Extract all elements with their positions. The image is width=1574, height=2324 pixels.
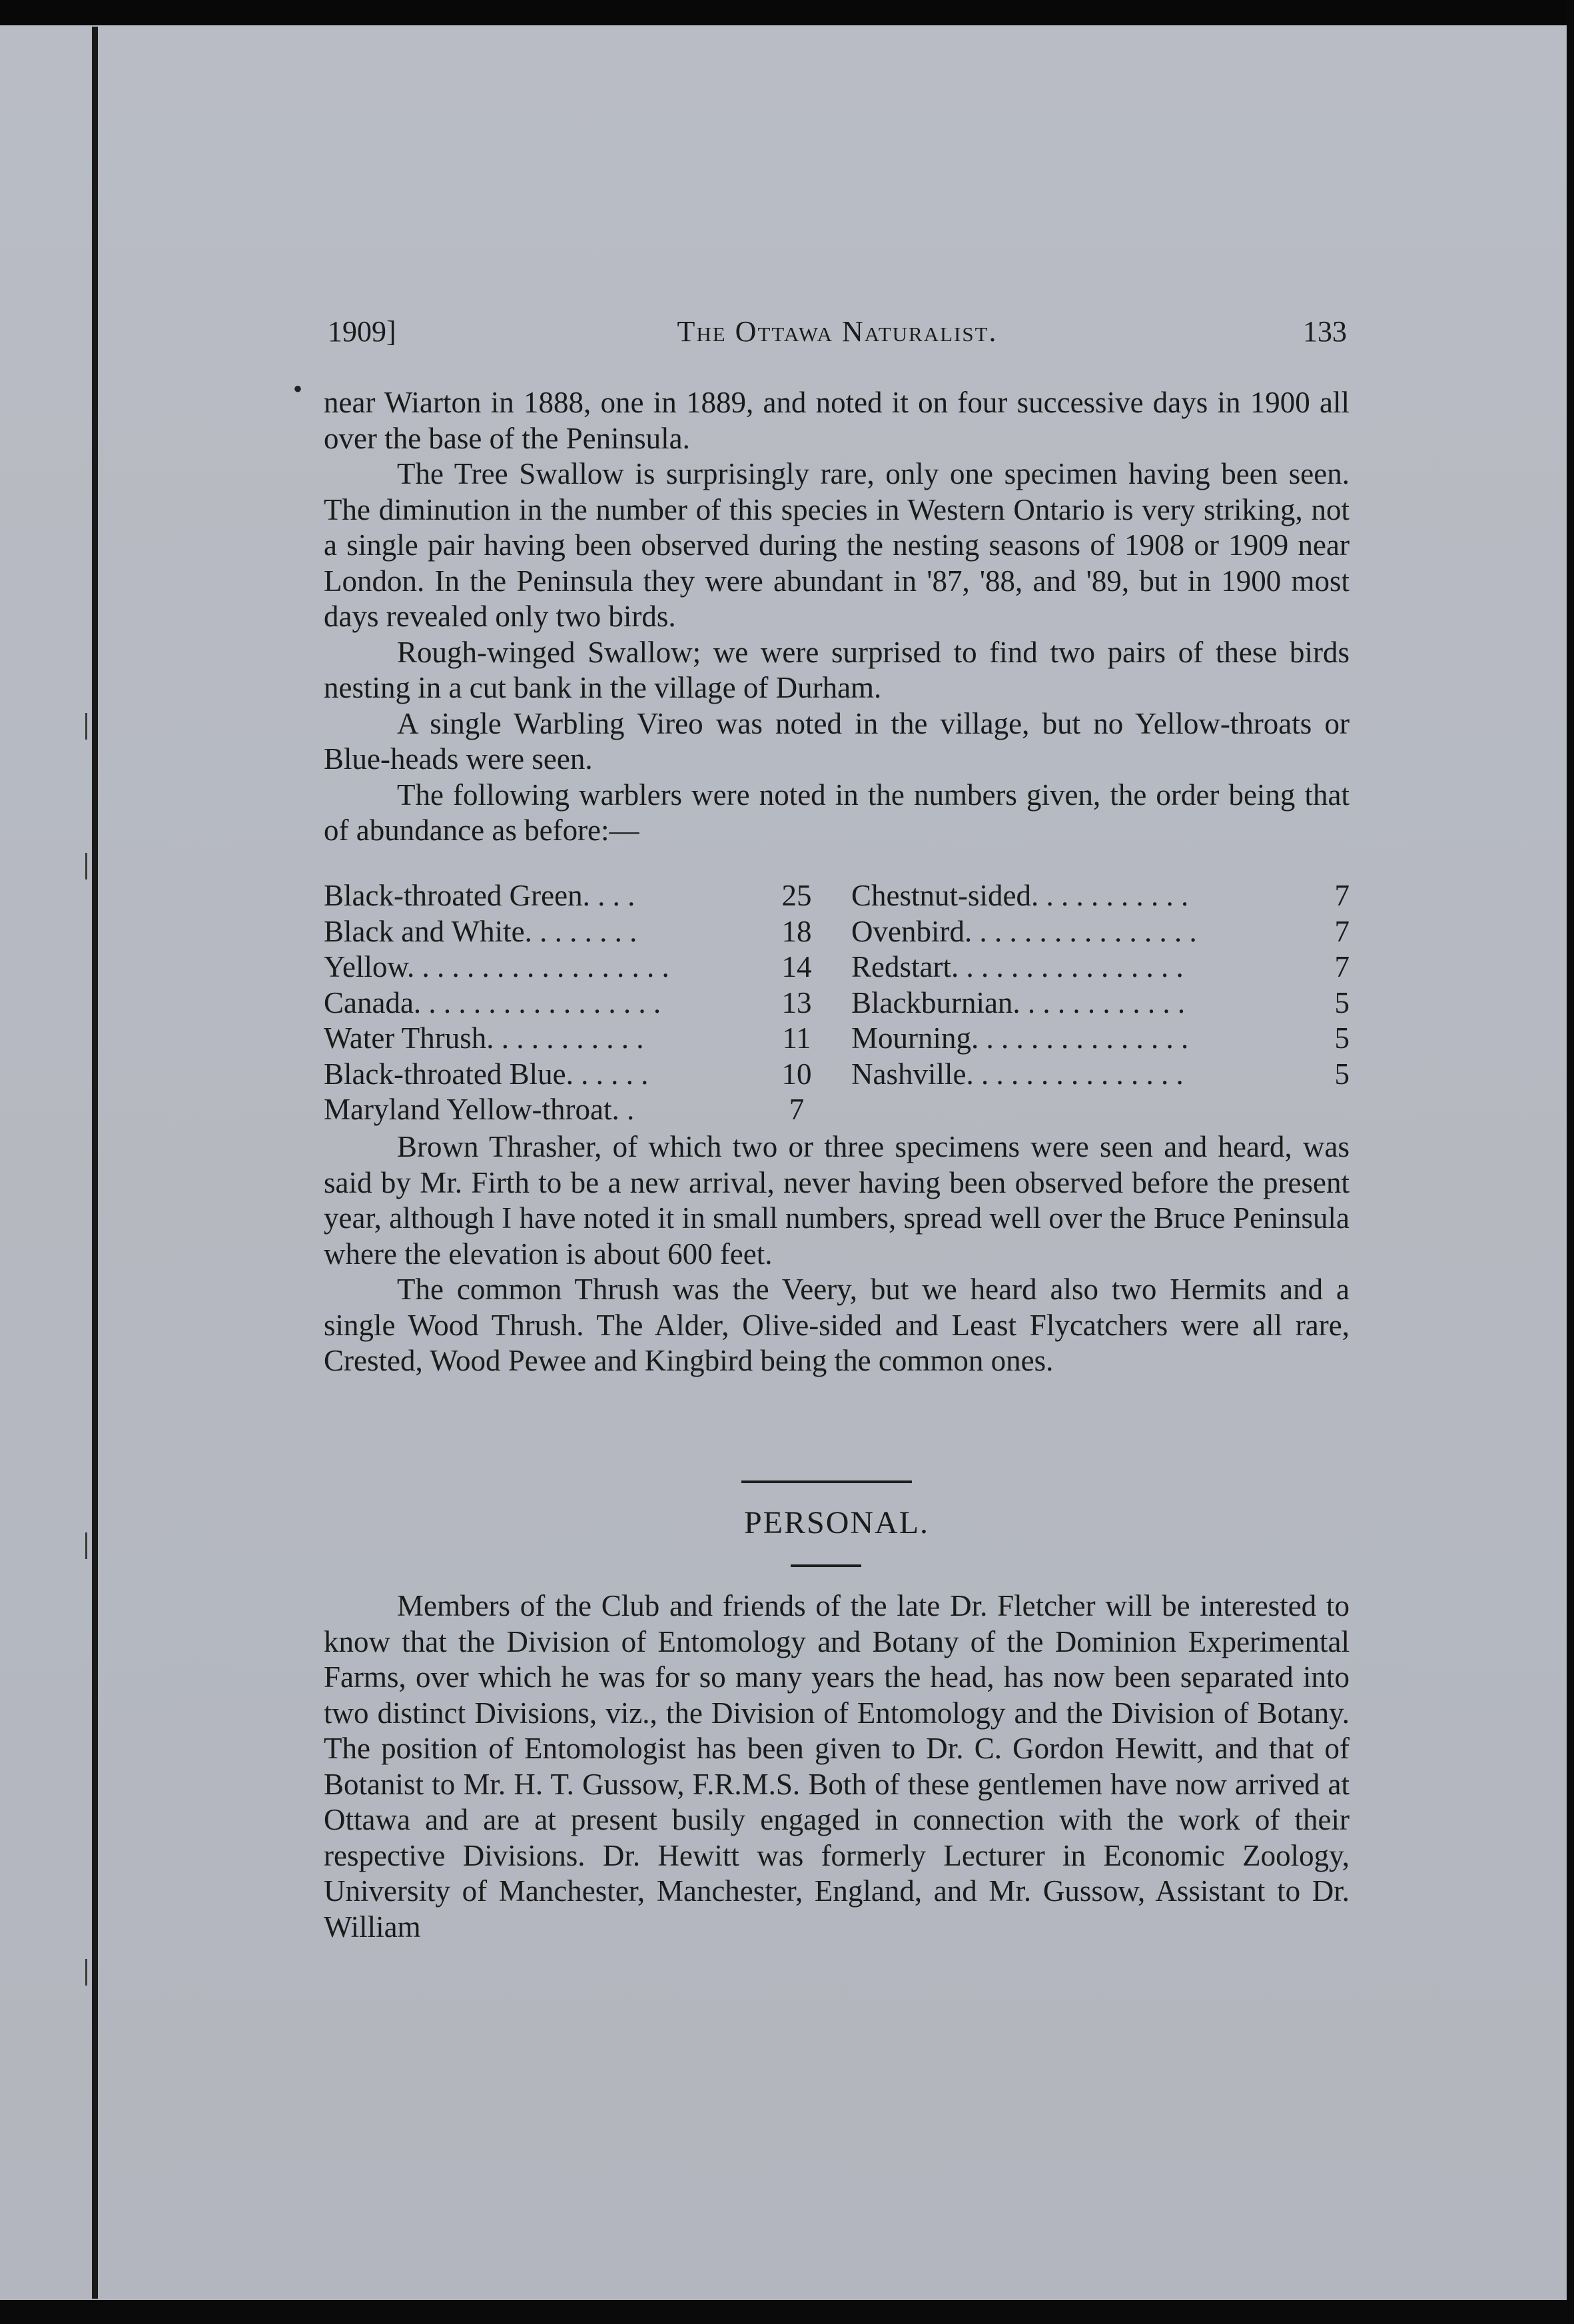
scan-right-border (1567, 0, 1574, 2324)
warbler-count: 7 (789, 1093, 805, 1126)
list-item (851, 985, 1350, 1021)
warbler-name: Ovenbird. . . . . . . . . . . . . . . . (851, 914, 1197, 948)
paragraph: The common Thrush was the Veery, but we heard also two Hermits and a single Wood Thrush. The Alder, Olive-sided and Least Flycatchers were all rare, Crested, Wood Pewee and Kingbird being the common ones. (324, 1273, 1350, 1377)
warbler-name: Redstart. . . . . . . . . . . . . . . . (851, 950, 1184, 983)
running-header (328, 314, 1347, 357)
journal-title: The Ottawa Naturalist. (677, 315, 998, 348)
section-heading: PERSONAL. (743, 1505, 930, 1540)
paragraph: Rough-winged Swallow; we were surprised to find two pairs of these birds nesting in a cut bank in the village of Durham. (324, 635, 1350, 704)
warbler-name: Black and White. . . . . . . . (324, 914, 637, 948)
paragraph: near Wiarton in 1888, one in 1889, and noted it on four successive days in 1900 all over the base of the Peninsula. (324, 386, 1350, 455)
warbler-name: Yellow. . . . . . . . . . . . . . . . . . (324, 950, 669, 983)
warbler-name: Canada. . . . . . . . . . . . . . . . . (324, 985, 661, 1019)
margin-mark: • (293, 374, 303, 404)
list-item (324, 949, 817, 985)
list-item (324, 1021, 817, 1057)
body-text-middle (324, 1129, 1350, 1379)
binding-tick (85, 853, 87, 879)
warbler-name: Maryland Yellow-throat. . (324, 1093, 635, 1126)
paragraph: A single Warbling Vireo was noted in the village, but no Yellow-throats or Blue-heads were seen. (324, 706, 1350, 776)
warbler-count: 7 (1334, 879, 1350, 912)
page-binding-edge (92, 27, 98, 2299)
binding-tick (85, 1959, 87, 1986)
warbler-column-right (851, 878, 1350, 1092)
warbler-count: 18 (781, 914, 812, 948)
list-item (851, 949, 1350, 985)
list-item (851, 1021, 1350, 1057)
page-number: 133 (1303, 315, 1347, 348)
warbler-count: 7 (1334, 950, 1350, 983)
list-item (851, 878, 1350, 914)
list-item (324, 1057, 817, 1093)
binding-tick (85, 713, 87, 740)
warbler-count: 5 (1334, 1021, 1350, 1055)
warbler-name: Mourning. . . . . . . . . . . . . . . (851, 1021, 1189, 1055)
warbler-name: Chestnut-sided. . . . . . . . . . . (851, 879, 1189, 912)
section-divider-bottom (791, 1564, 861, 1567)
paragraph: Members of the Club and friends of the late Dr. Fletcher will be interested to know that the Division of Entomology and Botany of the Dominion Experimental Farms, over which he was for so many years the head, has now been separated into two distinct Divisions, viz., the Division of Entomology and the Division of Botany. The position of Entomologist has been given to Dr. C. Gordon Hewitt, and that of Botanist to Mr. H. T. Gussow, F.R.M.S. Both of these gentlemen have now arrived at Ottawa and are at present busily engaged in connection with the work of their respective Divisions. Dr. Hewitt was formerly Lecturer in Economic Zoology, University of Manchester, Manchester, England, and Mr. Gussow, Assistant to Dr. William (324, 1589, 1350, 1944)
warbler-name: Blackburnian. . . . . . . . . . . . (851, 985, 1186, 1019)
binding-tick (85, 1532, 87, 1559)
scan-bottom-border (0, 2300, 1574, 2324)
warbler-column-left (324, 878, 817, 1128)
warbler-count: 7 (1334, 914, 1350, 948)
warbler-count: 25 (781, 879, 812, 912)
warbler-name: Black-throated Green. . . . (324, 879, 635, 912)
list-item (324, 985, 817, 1021)
list-item (851, 1057, 1350, 1093)
body-text-top (324, 385, 1350, 849)
warbler-count: 11 (782, 1021, 811, 1055)
warbler-count: 5 (1334, 985, 1350, 1019)
list-item (324, 914, 817, 950)
section-divider-top (741, 1480, 912, 1483)
warbler-name: Nashville. . . . . . . . . . . . . . . (851, 1057, 1184, 1091)
warbler-count: 13 (781, 985, 812, 1019)
list-item (324, 878, 817, 914)
paragraph: The Tree Swallow is surprisingly rare, only one specimen having been seen. The diminution in the number of this species in Western Ontario is very striking, not a single pair having been observed during the nesting seasons of 1908 or 1909 near London. In the Peninsula they were abundant in '87, '88, and '89, but in 1900 most days revealed only two birds. (324, 457, 1350, 633)
scan-top-border (0, 0, 1574, 28)
header-year: 1909] (328, 315, 396, 348)
warbler-count: 10 (781, 1057, 812, 1091)
list-item (851, 914, 1350, 950)
warbler-name: Water Thrush. . . . . . . . . . . (324, 1021, 644, 1055)
warbler-name: Black-throated Blue. . . . . . (324, 1057, 649, 1091)
paragraph: The following warblers were noted in the numbers given, the order being that of abundance as before:— (324, 778, 1350, 847)
paragraph: Brown Thrasher, of which two or three specimens were seen and heard, was said by Mr. Firth to be a new arrival, never having been observed before the present year, although I have noted it in small numbers, spread well over the Bruce Peninsula where the elevation is about 600 feet. (324, 1130, 1350, 1271)
list-item (324, 1092, 817, 1128)
warbler-count: 5 (1334, 1057, 1350, 1091)
warbler-count: 14 (781, 950, 812, 983)
body-text-personal (324, 1588, 1350, 1945)
